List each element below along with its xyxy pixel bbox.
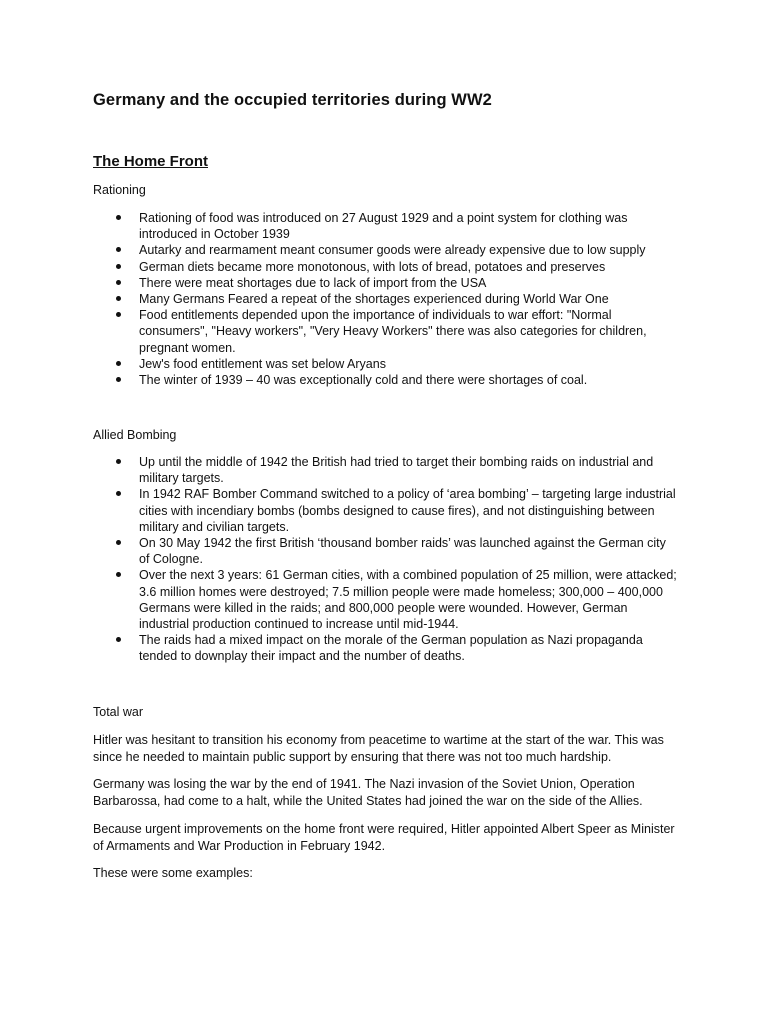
bullet-icon — [116, 264, 121, 269]
list-item — [93, 259, 679, 275]
list-item-text: Food entitlements depended upon the importance of individuals to war effort: "Normal consumers", "Heavy workers", "Very Heavy Workers" there was also categories for children, pregnant women. — [139, 308, 647, 355]
list-item-text: Autarky and rearmament meant consumer goods were already expensive due to low supply — [139, 243, 646, 258]
list-item — [93, 275, 679, 291]
list-item — [93, 632, 679, 664]
list-item — [93, 372, 679, 388]
list-item-text: Jew's food entitlement was set below Aryans — [139, 356, 386, 371]
bullet-icon — [116, 247, 121, 252]
list-item-text: There were meat shortages due to lack of import from the USA — [139, 275, 487, 290]
bullet-icon — [116, 361, 121, 366]
document-content — [93, 89, 693, 880]
list-item — [93, 486, 679, 535]
list-item — [93, 307, 679, 356]
list-item-text: In 1942 RAF Bomber Command switched to a policy of ‘area bombing’ – targeting large industrial cities with incendiary bombs (bombs designed to cause fires), and not distinguishing between military and civilian targets. — [139, 487, 676, 534]
list-item — [93, 535, 679, 567]
list-item — [93, 454, 679, 486]
paragraph: Germany was losing the war by the end of 1941. The Nazi invasion of the Soviet Union, Operation Barbarossa, had come to a halt, while the United States had joined the war on the side of the Allies. — [93, 777, 643, 808]
list-item — [93, 567, 679, 632]
list-item-text: The winter of 1939 – 40 was exceptionally cold and there were shortages of coal. — [139, 373, 588, 388]
bullet-icon — [116, 215, 121, 220]
list-item — [93, 242, 679, 258]
list-item — [93, 291, 679, 307]
list-item — [93, 210, 679, 242]
bullet-icon — [116, 296, 121, 301]
list-item-text: Up until the middle of 1942 the British had tried to target their bombing raids on industrial and military targets. — [139, 455, 654, 486]
paragraph: Because urgent improvements on the home front were required, Hitler appointed Albert Speer as Minister of Armaments and War Production in February 1942. — [93, 822, 675, 853]
bullet-icon — [116, 491, 121, 496]
list-item-text: On 30 May 1942 the first British ‘thousand bomber raids’ was launched against the German city of Cologne. — [139, 536, 666, 567]
bullet-icon — [116, 637, 121, 642]
bullet-icon — [116, 280, 121, 285]
list-item-text: German diets became more monotonous, with lots of bread, potatoes and preserves — [139, 259, 606, 274]
list-item-text: Over the next 3 years: 61 German cities, with a combined population of 25 million, were attacked; 3.6 million homes were destroyed; 7.5 million people were made homeless; 300,000 – 400,000 Germans were killed in the raids; and 800,000 people were wounded. However, German industrial production continued to increase until mid-1944. — [139, 568, 677, 632]
list-item-text: Many Germans Feared a repeat of the shortages experienced during World War One — [139, 292, 609, 307]
bombing-list — [93, 454, 679, 665]
total-war-heading: Total war — [93, 705, 144, 719]
document-title: Germany and the occupied territories during WW2 — [93, 91, 492, 109]
rationing-heading: Rationing — [93, 183, 146, 197]
bullet-icon — [116, 312, 121, 317]
section-title: The Home Front — [93, 153, 208, 170]
paragraph: Hitler was hesitant to transition his economy from peacetime to wartime at the start of the war. This was since he needed to maintain public support by ensuring that there was not too much hardship. — [93, 733, 664, 764]
bullet-icon — [116, 572, 121, 577]
list-item — [93, 356, 679, 372]
rationing-list — [93, 210, 679, 388]
bullet-icon — [116, 459, 121, 464]
list-item-text: Rationing of food was introduced on 27 August 1929 and a point system for clothing was introduced in October 1939 — [139, 211, 628, 242]
bullet-icon — [116, 540, 121, 545]
list-item-text: The raids had a mixed impact on the morale of the German population as Nazi propaganda tended to downplay their impact and the number of deaths. — [139, 633, 643, 664]
bullet-icon — [116, 377, 121, 382]
bombing-heading: Allied Bombing — [93, 428, 177, 442]
paragraph: These were some examples: — [93, 866, 253, 880]
